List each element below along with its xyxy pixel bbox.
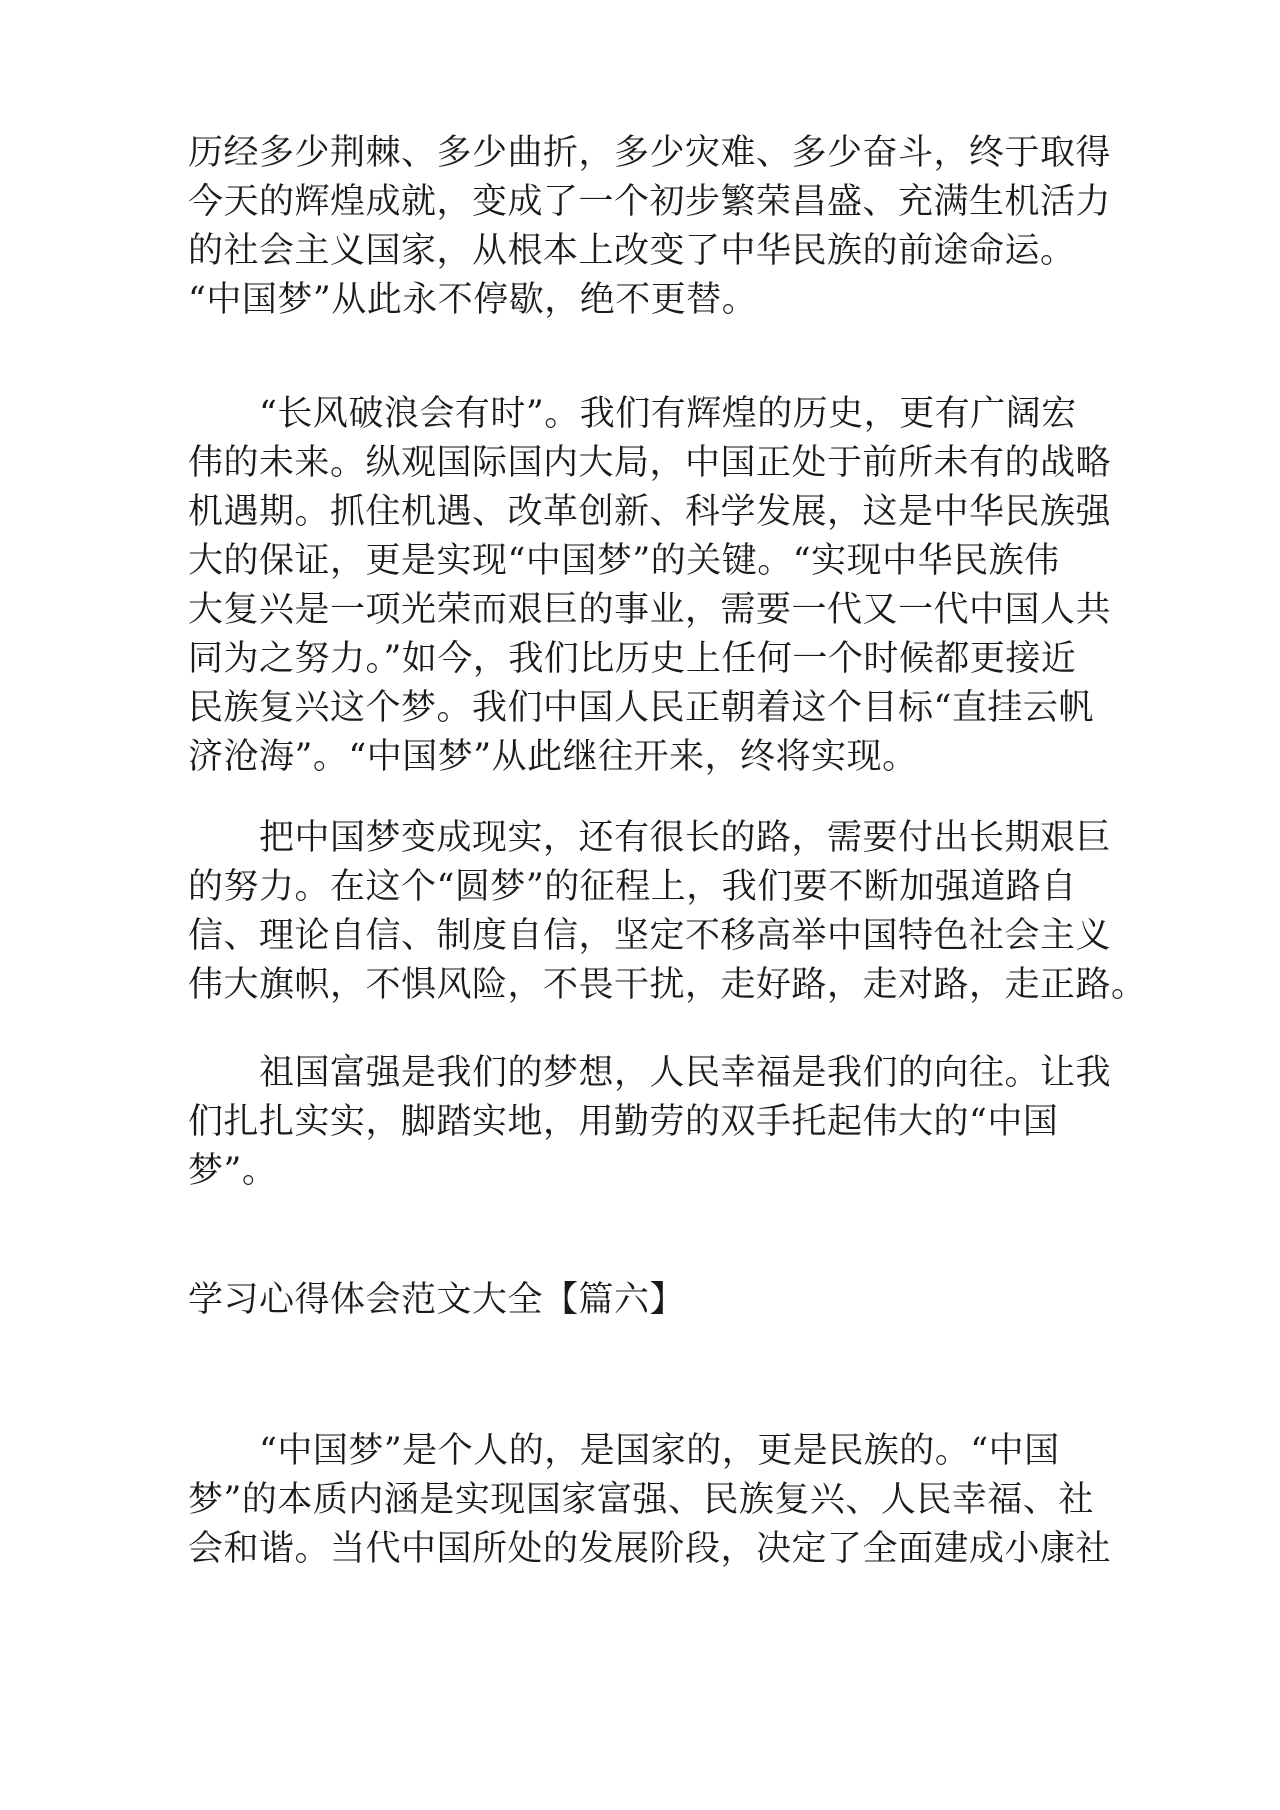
text-line: 济沧海”。“中国梦”从此继往开来，终将实现。: [188, 737, 918, 777]
text-line: 大的保证，更是实现“中国梦”的关键。“实现中华民族伟: [188, 541, 1060, 581]
text-line: 同为之努力。”如今，我们比历史上任何一个时候都更接近: [188, 639, 1077, 679]
text-line: 梦”。: [188, 1151, 278, 1191]
text-line: 们扎扎实实，脚踏实地，用勤劳的双手托起伟大的“中国: [188, 1102, 1059, 1142]
paragraph-5: [188, 1427, 1148, 1574]
text-line: 会和谐。当代中国所处的发展阶段，决定了全面建成小康社: [188, 1529, 1112, 1569]
text-line: 的社会主义国家，从根本上改变了中华民族的前途命运。: [188, 231, 1076, 271]
text-line: 民族复兴这个梦。我们中国人民正朝着这个目标“直挂云帆: [188, 688, 1094, 728]
paragraph-2: [188, 390, 1148, 782]
text-line: “长风破浪会有时”。我们有辉煌的历史，更有广阔宏: [188, 394, 1077, 434]
text-line: 梦”的本质内涵是实现国家富强、民族复兴、人民幸福、社: [188, 1480, 1094, 1520]
text-line: 祖国富强是我们的梦想，人民幸福是我们的向往。让我: [188, 1053, 1112, 1093]
text-line: “中国梦”是个人的，是国家的，更是民族的。“中国: [188, 1431, 1060, 1471]
text-line: 历经多少荆棘、多少曲折，多少灾难、多少奋斗，终于取得: [188, 133, 1112, 173]
text-line: 把中国梦变成现实，还有很长的路，需要付出长期艰巨: [188, 818, 1112, 858]
text-line: “中国梦”从此永不停歇，绝不更替。: [188, 280, 758, 320]
text-line: 伟大旗帜，不惧风险，不畏干扰，走好路，走对路，走正路。: [188, 965, 1147, 1005]
section-heading: 学习心得体会范文大全【篇六】: [188, 1280, 686, 1320]
text-line: 伟的未来。纵观国际国内大局，中国正处于前所未有的战略: [188, 443, 1112, 483]
text-line: 的努力。在这个“圆梦”的征程上，我们要不断加强道路自: [188, 867, 1077, 907]
text-line: 大复兴是一项光荣而艰巨的事业，需要一代又一代中国人共: [188, 590, 1112, 630]
paragraph-3: [188, 814, 1148, 1010]
text-line: 今天的辉煌成就，变成了一个初步繁荣昌盛、充满生机活力: [188, 182, 1112, 222]
paragraph-4: [188, 1049, 1148, 1196]
text-line: 机遇期。抓住机遇、改革创新、科学发展，这是中华民族强: [188, 492, 1112, 532]
text-line: 信、理论自信、制度自信，坚定不移高举中国特色社会主义: [188, 916, 1112, 956]
paragraph-1: [188, 129, 1148, 325]
